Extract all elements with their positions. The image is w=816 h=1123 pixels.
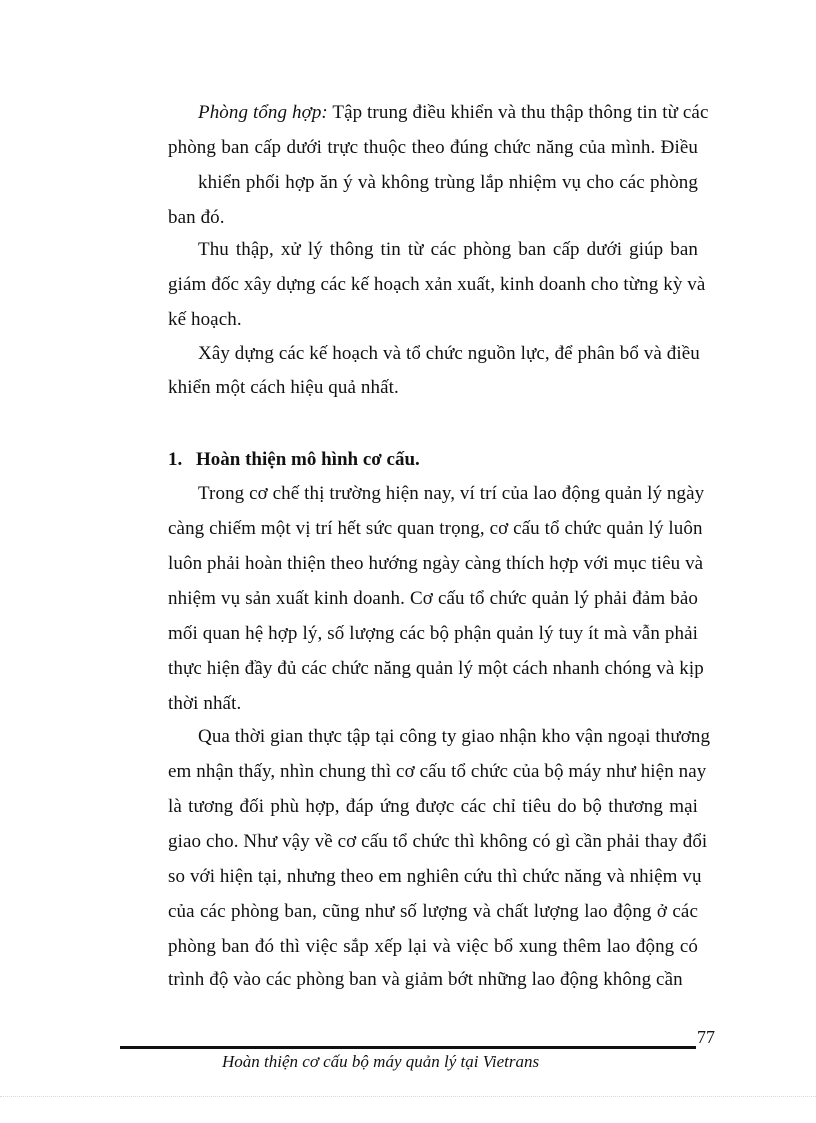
paragraph-line: luôn phải hoàn thiện theo hướng ngày càng thích hợp với mục tiêu và bbox=[168, 553, 704, 574]
paragraph-line: so với hiện tại, nhưng theo em nghiên cứu thì chức năng và nhiệm vụ bbox=[168, 866, 702, 887]
paragraph-line: nhiệm vụ sản xuất kinh doanh. Cơ cấu tổ chức quản lý phải đảm bảo bbox=[168, 588, 698, 609]
line-text: Tập trung điều khiển và thu thập thông tin từ các bbox=[327, 102, 709, 123]
paragraph-line: ban đó. bbox=[168, 207, 225, 228]
section-number: 1. bbox=[168, 449, 183, 470]
paragraph-line: giám đốc xây dựng các kế hoạch xản xuất, kinh doanh cho từng kỳ và bbox=[168, 274, 706, 295]
paragraph-line: thực hiện đầy đủ các chức năng quản lý một cách nhanh chóng và kịp bbox=[168, 658, 704, 679]
paragraph-line: Thu thập, xử lý thông tin từ các phòng ban cấp dưới giúp ban bbox=[198, 239, 698, 260]
page-edge-divider bbox=[0, 1096, 816, 1097]
paragraph-line: Xây dựng các kế hoạch và tổ chức nguồn lực, để phân bổ và điều bbox=[198, 343, 700, 364]
paragraph-line: Trong cơ chế thị trường hiện nay, ví trí của lao động quản lý ngày bbox=[198, 483, 705, 504]
paragraph-line: Qua thời gian thực tập tại công ty giao nhận kho vận ngoại thương bbox=[198, 726, 711, 747]
paragraph-line bbox=[198, 101, 709, 125]
paragraph-line: khiển phối hợp ăn ý và không trùng lắp nhiệm vụ cho các phòng bbox=[198, 172, 698, 193]
paragraph-line: phòng ban đó thì việc sắp xếp lại và việc bổ xung thêm lao động có bbox=[168, 936, 698, 957]
lead-term: Phòng tổng hợp: bbox=[198, 102, 328, 123]
paragraph-line: giao cho. Như vậy về cơ cấu tổ chức thì không có gì cần phải thay đổi bbox=[168, 831, 708, 852]
paragraph-line: là tương đối phù hợp, đáp ứng được các chỉ tiêu do bộ thương mại bbox=[168, 796, 698, 817]
paragraph-line: em nhận thấy, nhìn chung thì cơ cấu tổ chức của bộ máy như hiện nay bbox=[168, 761, 707, 782]
footer-divider bbox=[120, 1046, 696, 1049]
paragraph-line: khiển một cách hiệu quả nhất. bbox=[168, 377, 399, 398]
paragraph-line: trình độ vào các phòng ban và giảm bớt những lao động không cần bbox=[168, 969, 683, 990]
paragraph-line: mối quan hệ hợp lý, số lượng các bộ phận quản lý tuy ít mà vẫn phải bbox=[168, 623, 698, 644]
section-title: Hoàn thiện mô hình cơ cấu. bbox=[196, 449, 420, 470]
section-heading bbox=[168, 448, 420, 472]
paragraph-line: kế hoạch. bbox=[168, 309, 242, 330]
paragraph-line: phòng ban cấp dưới trực thuộc theo đúng chức năng của mình. Điều bbox=[168, 137, 698, 158]
paragraph-line: càng chiếm một vị trí hết sức quan trọng, cơ cấu tổ chức quản lý luôn bbox=[168, 518, 703, 539]
paragraph-line: thời nhất. bbox=[168, 693, 242, 714]
paragraph-line: của các phòng ban, cũng như số lượng và chất lượng lao động ở các bbox=[168, 901, 698, 922]
page-number: 77 bbox=[697, 1027, 715, 1047]
footer-title: Hoàn thiện cơ cấu bộ máy quản lý tại Vietrans bbox=[222, 1052, 540, 1071]
